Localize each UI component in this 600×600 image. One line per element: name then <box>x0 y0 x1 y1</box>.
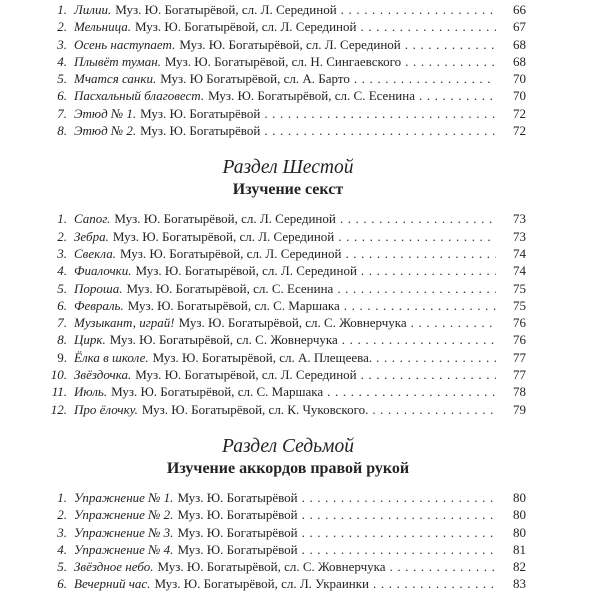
toc-entry <box>50 228 526 245</box>
dot-leader <box>327 383 496 400</box>
entry-title: Июль. <box>74 384 108 400</box>
entry-title: Фиалочки. <box>74 263 132 279</box>
entry-credits: Муз. Ю. Богатырёвой <box>177 489 298 505</box>
entry-title: Упражнение № 4. <box>74 541 174 557</box>
entry-page: 72 <box>513 123 526 139</box>
entry-number: 4. <box>57 263 67 279</box>
entry-title: Ёлка в школе. <box>74 349 149 365</box>
toc-entry <box>50 541 526 558</box>
entry-page: 66 <box>513 2 526 17</box>
entry-page: 79 <box>513 401 526 417</box>
entry-title: Сапог. <box>74 211 111 227</box>
dot-leader <box>264 122 496 139</box>
toc-entry <box>50 506 526 523</box>
entry-page: 80 <box>513 507 526 523</box>
entry-number: 3. <box>57 36 67 52</box>
entry-number: 4. <box>57 53 67 69</box>
entry-page: 74 <box>513 245 526 261</box>
entry-credits: Муз. Ю. Богатырёвой, сл. С. Маршака <box>127 297 340 313</box>
entry-number: 5. <box>57 71 67 87</box>
entry-number: 1. <box>57 211 67 227</box>
dot-leader <box>372 401 496 418</box>
entry-credits: Муз. Ю. Богатырёвой, сл. А. Плещеева. <box>152 349 373 365</box>
entry-credits: Муз. Ю. Богатырёвой, сл. Н. Сингаевского <box>164 53 402 69</box>
dot-leader <box>361 366 496 383</box>
entry-page: 82 <box>513 559 526 575</box>
entry-credits: Муз. Ю. Богатырёвой <box>177 541 298 557</box>
toc-section <box>50 1 526 139</box>
dot-leader <box>405 36 496 53</box>
dot-leader <box>376 349 496 366</box>
dot-leader <box>337 280 496 297</box>
toc-entry <box>50 87 526 104</box>
dot-leader <box>338 228 496 245</box>
toc-entry <box>50 383 526 400</box>
entry-title: Зебра. <box>74 228 109 244</box>
entry-number: 11. <box>51 384 67 400</box>
toc-entry <box>50 575 526 592</box>
entry-credits: Муз. Ю. Богатырёвой, сл. С. Жовнерчука <box>109 332 338 348</box>
entry-title: Звёздное небо. <box>74 559 154 575</box>
entry-page: 76 <box>513 315 526 331</box>
entry-page: 70 <box>513 88 526 104</box>
toc-entry <box>50 401 526 418</box>
entry-page: 76 <box>513 332 526 348</box>
toc-entry <box>50 280 526 297</box>
entry-credits: Муз. Ю. Богатырёвой, сл. Л. Серединой <box>135 263 357 279</box>
entry-credits: Муз. Ю. Богатырёвой, сл. С. Есенина <box>126 280 334 296</box>
entry-page: 68 <box>513 36 526 52</box>
section-subtitle: Изучение секст <box>232 181 344 199</box>
entry-page: 80 <box>513 489 526 505</box>
entry-number: 4. <box>57 541 67 557</box>
dot-leader <box>411 314 496 331</box>
dot-leader <box>302 506 496 523</box>
entry-number: 5. <box>57 559 67 575</box>
entry-credits: Муз. Ю. Богатырёвой, сл. С. Жовнерчука <box>178 315 407 331</box>
toc-entry <box>50 105 526 122</box>
toc-entry <box>50 349 526 366</box>
toc-entry <box>50 70 526 87</box>
entry-title: Мчатся санки. <box>74 71 157 87</box>
toc-entry <box>50 210 526 227</box>
entry-credits: Муз. Ю. Богатырёвой, сл. С. Маршака <box>111 384 324 400</box>
entry-number: 9. <box>57 349 67 365</box>
dot-leader <box>361 262 496 279</box>
entry-title: Вечерний час. <box>74 576 151 592</box>
entry-credits: Муз. Ю. Богатырёвой, сл. К. Чуковского. <box>141 401 369 417</box>
entry-title: Цирк. <box>74 332 106 348</box>
entry-page: 77 <box>513 367 526 383</box>
entry-credits: Муз. Ю. Богатырёвой <box>140 123 261 139</box>
entry-title: Упражнение № 2. <box>74 507 174 523</box>
entry-number: 6. <box>57 297 67 313</box>
entry-number: 2. <box>57 228 67 244</box>
dot-leader <box>390 558 496 575</box>
entry-page: 73 <box>513 228 526 244</box>
entry-title: Февраль. <box>74 297 124 313</box>
dot-leader <box>302 489 496 506</box>
toc-section <box>50 156 526 418</box>
dot-leader <box>264 105 496 122</box>
entry-page: 75 <box>513 297 526 313</box>
dot-leader <box>302 524 496 541</box>
entry-title: Про ёлочку. <box>74 401 138 417</box>
entry-page: 81 <box>513 541 526 557</box>
entry-credits: Муз. Ю Богатырёвой, сл. А. Барто <box>160 71 350 87</box>
entry-page: 78 <box>513 384 526 400</box>
entry-title: Упражнение № 3. <box>74 524 174 540</box>
dot-leader <box>373 575 496 592</box>
dot-leader <box>342 331 496 348</box>
entry-page: 74 <box>513 263 526 279</box>
toc-entry <box>50 122 526 139</box>
dot-leader <box>344 297 496 314</box>
entry-title: Этюд № 2. <box>74 123 137 139</box>
toc-entry <box>50 366 526 383</box>
entry-title: Пасхальный благовест. <box>74 88 205 104</box>
entry-number: 3. <box>57 524 67 540</box>
toc-entry <box>50 331 526 348</box>
toc-entry <box>50 18 526 35</box>
toc-entry <box>50 489 526 506</box>
entry-title: Осень наступает. <box>74 36 176 52</box>
entry-credits: Муз. Ю. Богатырёвой <box>177 524 298 540</box>
entry-number: 1. <box>57 2 67 17</box>
entry-credits: Муз. Ю. Богатырёвой, сл. Л. Серединой <box>114 211 336 227</box>
entry-title: Мельница. <box>74 19 132 35</box>
section-subtitle: Изучение аккордов правой рукой <box>166 459 410 477</box>
toc-entry <box>50 297 526 314</box>
entry-number: 7. <box>57 105 67 121</box>
toc-entry <box>50 558 526 575</box>
entry-number: 6. <box>57 88 67 104</box>
entry-number: 6. <box>57 576 67 592</box>
entry-title: Свекла. <box>74 245 117 261</box>
toc-entry <box>50 36 526 53</box>
entry-credits: Муз. Ю. Богатырёвой, сл. Л. Серединой <box>135 367 357 383</box>
entry-number: 5. <box>57 280 67 296</box>
entry-credits: Муз. Ю. Богатырёвой, сл. С. Есенина <box>208 88 415 104</box>
toc-entry <box>50 314 526 331</box>
entry-page: 73 <box>513 211 526 227</box>
entry-number: 10. <box>50 367 67 383</box>
toc-entry <box>50 53 526 70</box>
entry-page: 75 <box>513 280 526 296</box>
toc-entry <box>50 1 526 18</box>
entry-number: 2. <box>57 19 67 35</box>
entry-credits: Муз. Ю. Богатырёвой, сл. С. Жовнерчука <box>157 559 386 575</box>
entry-number: 7. <box>57 315 67 331</box>
entry-title: Лилии. <box>74 2 112 17</box>
entry-page: 70 <box>513 71 526 87</box>
dot-leader <box>360 18 496 35</box>
entry-page: 72 <box>513 105 526 121</box>
entry-number: 3. <box>57 245 67 261</box>
entry-title: Музыкант, играй! <box>74 315 175 331</box>
entry-credits: Муз. Ю. Богатырёвой, сл. Л. Украинки <box>154 576 370 592</box>
entry-credits: Муз. Ю. Богатырёвой, сл. Л. Серединой <box>112 228 335 244</box>
toc-entry <box>50 245 526 262</box>
entry-page: 83 <box>513 576 526 592</box>
dot-leader <box>354 70 496 87</box>
entry-number: 8. <box>57 332 67 348</box>
toc-entry <box>50 524 526 541</box>
entry-number: 1. <box>57 489 67 505</box>
entry-title: Плывёт туман. <box>74 53 161 69</box>
entry-credits: Муз. Ю. Богатырёвой, сл. Л. Серединой <box>135 19 357 35</box>
entry-title: Звёздочка. <box>74 367 132 383</box>
entry-number: 8. <box>57 123 67 139</box>
entry-page: 67 <box>513 19 526 35</box>
entry-number: 12. <box>50 401 67 417</box>
entry-credits: Муз. Ю. Богатырёвой <box>177 507 298 523</box>
toc-section <box>50 435 526 593</box>
entry-title: Упражнение № 1. <box>74 489 174 505</box>
dot-leader <box>419 87 496 104</box>
entry-title: Этюд № 1. <box>74 105 137 121</box>
dot-leader <box>340 210 496 227</box>
toc-entry <box>50 262 526 279</box>
entry-credits: Муз. Ю. Богатырёвой, сл. Л. Серединой <box>115 2 337 17</box>
section-title: Раздел Шестой <box>222 157 354 179</box>
entry-credits: Муз. Ю. Богатырёвой <box>140 105 261 121</box>
entry-title: Пороша. <box>74 280 123 296</box>
dot-leader <box>341 1 496 18</box>
entry-credits: Муз. Ю. Богатырёвой, сл. Л. Серединой <box>179 36 401 52</box>
dot-leader <box>345 245 496 262</box>
entry-page: 68 <box>513 53 526 69</box>
entry-number: 2. <box>57 507 67 523</box>
dot-leader <box>405 53 496 70</box>
entry-page: 80 <box>513 524 526 540</box>
entry-page: 77 <box>513 349 526 365</box>
dot-leader <box>302 541 496 558</box>
section-title: Раздел Седьмой <box>222 435 354 457</box>
entry-credits: Муз. Ю. Богатырёвой, сл. Л. Серединой <box>120 245 342 261</box>
